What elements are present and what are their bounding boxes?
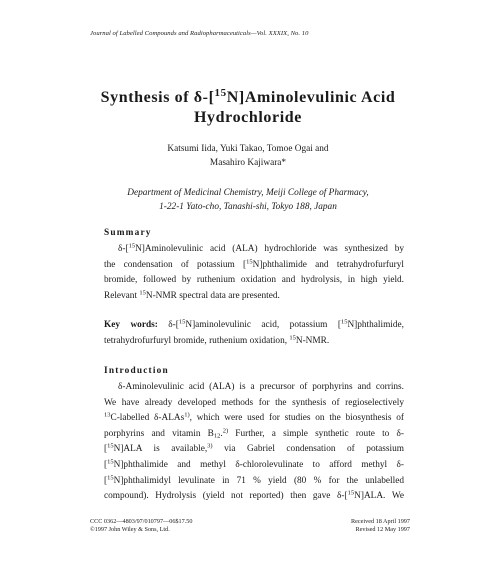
ccc-code: CCC 0362—4803/97/010797—06$17.50	[90, 518, 193, 525]
intro-line: [$^{15}$N]ALA is available,$^{3)}$ via Gabriel condensation of potassium	[104, 442, 405, 455]
received-date: Received 18 April 1997	[351, 518, 410, 525]
affiliation	[0, 186, 496, 214]
intro-line: compound). Hydrolysis (yield not reported) then gave δ-[$^{15}$N]ALA. We	[104, 489, 404, 502]
summary-line: bromide, followed by ruthenium oxidation and hydrolysis, in high yield.	[104, 275, 404, 286]
affiliation-line-2: 1-22-1 Yato-cho, Tanashi-shi, Tokyo 188, Japan	[159, 202, 337, 212]
intro-line: δ-Aminolevulinic acid (ALA) is a precursor of porphyrins and corrins.	[118, 382, 404, 392]
summary-line: δ-[$^{15}$N]Aminolevulinic acid (ALA) hydrochloride was synthesized by	[118, 242, 404, 254]
keywords-line: tetrahydrofurfuryl bromide, ruthenium oxidation, $^{15}$N-NMR.	[104, 334, 330, 346]
introduction-heading: Introduction	[104, 366, 169, 376]
title-line-2: Hydrochloride	[194, 109, 302, 126]
summary-heading: Summary	[104, 228, 152, 238]
summary-line: the condensation of potassium [$^{15}$N]phthalimide and tetrahydrofurfuryl	[104, 258, 404, 270]
title-line-1: Synthesis of δ-[$^{15}$N]Aminolevulinic Acid	[100, 87, 396, 106]
authors-line-2: Masahiro Kajiwara*	[209, 158, 287, 168]
copyright-footer	[90, 518, 192, 534]
intro-line: We have already developed methods for the synthesis of regioselectively	[104, 397, 404, 408]
introduction-body	[104, 380, 404, 505]
intro-line: [$^{15}$N]phthalimide and methyl δ-chlorolevulinate to afford methyl δ-	[104, 458, 404, 470]
keywords-block	[104, 318, 404, 349]
intro-line: [$^{15}$N]phthalimidyl levulinate in 71 % yield (80 % for the unlabelled	[104, 474, 404, 486]
article-title	[0, 88, 496, 128]
running-head: Journal of Labelled Compounds and Radiopharmaceuticals—Vol. XXXIX, No. 10	[90, 30, 309, 37]
summary-line: Relevant $^{15}$N-NMR spectral data are presented.	[104, 289, 280, 301]
affiliation-line-1: Department of Medicinal Chemistry, Meiji College of Pharmacy,	[127, 188, 369, 198]
copyright-notice: ©1997 John Wiley & Sons, Ltd.	[90, 526, 170, 533]
keywords-line: Key words: δ-[$^{15}$N]aminolevulinic acid, potassium [$^{15}$N]phthalimide,	[104, 318, 404, 330]
received-dates	[330, 518, 410, 534]
author-list	[0, 142, 496, 170]
keywords-label: Key words:	[104, 320, 158, 330]
summary-body	[104, 242, 404, 304]
intro-line: $^{13}$C-labelled δ-ALAs$^{1)}$, which were used for studies on the biosynthesis of	[104, 411, 405, 424]
revised-date: Revised 12 May 1997	[355, 526, 410, 533]
intro-line: porphyrins and vitamin $B_{12}.^{2)}$ Further, a simple synthetic route to δ-	[104, 427, 404, 440]
authors-line-1: Katsumi Iida, Yuki Takao, Tomoe Ogai and	[167, 144, 329, 154]
